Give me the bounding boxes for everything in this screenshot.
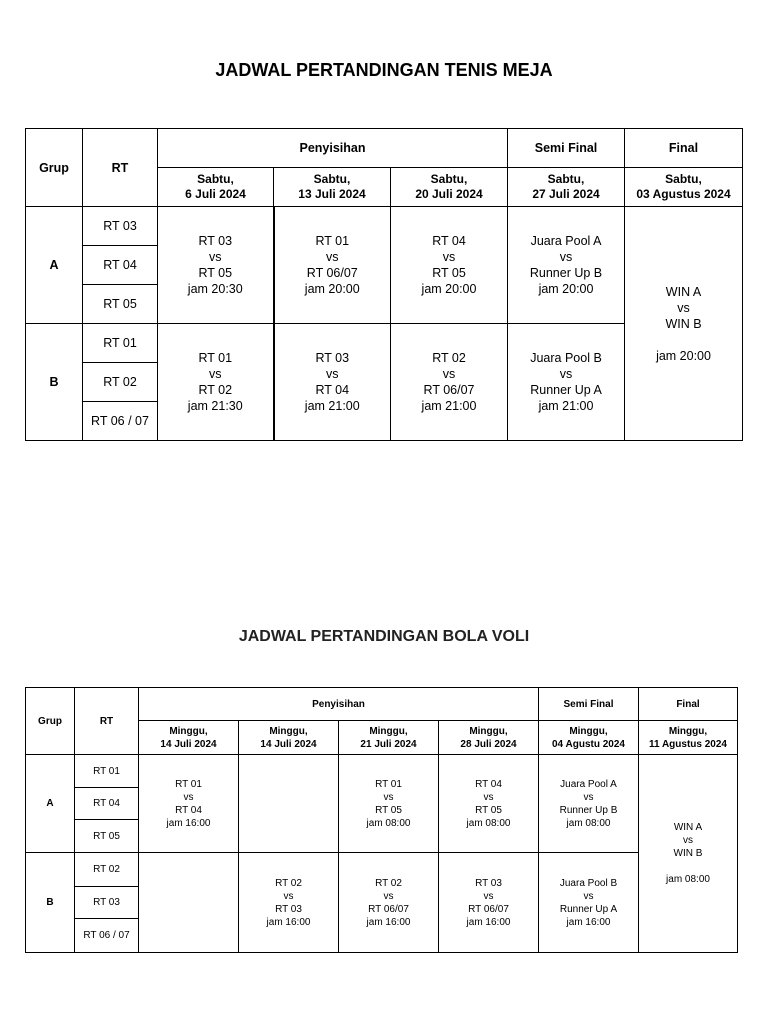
header-date: Sabtu, 13 Juli 2024 bbox=[274, 168, 391, 207]
volleyball-schedule-table bbox=[25, 687, 738, 953]
group-label: B bbox=[26, 324, 83, 441]
rt-cell: RT 02 bbox=[83, 363, 158, 402]
match-cell: RT 01 vs RT 05 jam 08:00 bbox=[339, 755, 439, 853]
group-label: B bbox=[26, 853, 75, 953]
match-cell: RT 04 vs RT 05 jam 20:00 bbox=[391, 207, 508, 324]
header-rt: RT bbox=[75, 688, 139, 755]
header-date: Sabtu, 03 Agustus 2024 bbox=[625, 168, 743, 207]
header-date: Sabtu, 20 Juli 2024 bbox=[391, 168, 508, 207]
final-cell: WIN A vs WIN B jam 08:00 bbox=[639, 755, 738, 953]
header-date: Sabtu, 27 Juli 2024 bbox=[508, 168, 625, 207]
header-date: Minggu, 14 Juli 2024 bbox=[239, 721, 339, 755]
table-tennis-schedule-table bbox=[25, 128, 743, 441]
match-cell: RT 01 vs RT 02 jam 21:30 bbox=[158, 324, 274, 441]
group-label: A bbox=[26, 755, 75, 853]
match-cell: RT 02 vs RT 06/07 jam 16:00 bbox=[339, 853, 439, 953]
final-cell: WIN A vs WIN B jam 20:00 bbox=[625, 207, 743, 441]
match-cell: RT 03 vs RT 06/07 jam 16:00 bbox=[439, 853, 539, 953]
match-cell: RT 02 vs RT 06/07 jam 21:00 bbox=[391, 324, 508, 441]
rt-cell: RT 05 bbox=[75, 820, 139, 853]
rt-cell: RT 03 bbox=[75, 887, 139, 919]
header-semi-final: Semi Final bbox=[539, 688, 639, 721]
match-cell bbox=[239, 755, 339, 853]
match-cell: RT 02 vs RT 03 jam 16:00 bbox=[239, 853, 339, 953]
header-date: Minggu, 28 Juli 2024 bbox=[439, 721, 539, 755]
match-cell: RT 03 vs RT 04 jam 21:00 bbox=[274, 324, 391, 441]
volleyball-title: JADWAL PERTANDINGAN BOLA VOLI bbox=[238, 628, 530, 645]
match-cell: RT 01 vs RT 04 jam 16:00 bbox=[139, 755, 239, 853]
match-cell: RT 01 vs RT 06/07 jam 20:00 bbox=[274, 207, 391, 324]
header-date: Minggu, 11 Agustus 2024 bbox=[639, 721, 738, 755]
header-rt: RT bbox=[83, 129, 158, 207]
header-final: Final bbox=[639, 688, 738, 721]
header-date: Minggu, 14 Juli 2024 bbox=[139, 721, 239, 755]
header-date: Minggu, 21 Juli 2024 bbox=[339, 721, 439, 755]
header-semi-final: Semi Final bbox=[508, 129, 625, 168]
rt-cell: RT 05 bbox=[83, 285, 158, 324]
table-tennis-title: JADWAL PERTANDINGAN TENIS MEJA bbox=[215, 60, 553, 80]
semi-final-cell: Juara Pool A vs Runner Up B jam 20:00 bbox=[508, 207, 625, 324]
rt-cell: RT 06 / 07 bbox=[83, 402, 158, 441]
match-cell: RT 03 vs RT 05 jam 20:30 bbox=[158, 207, 274, 324]
header-grup: Grup bbox=[26, 129, 83, 207]
rt-cell: RT 03 bbox=[83, 207, 158, 246]
rt-cell: RT 04 bbox=[83, 246, 158, 285]
rt-cell: RT 01 bbox=[75, 755, 139, 788]
rt-cell: RT 06 / 07 bbox=[75, 919, 139, 953]
group-label: A bbox=[26, 207, 83, 324]
rt-cell: RT 01 bbox=[83, 324, 158, 363]
match-cell: RT 04 vs RT 05 jam 08:00 bbox=[439, 755, 539, 853]
semi-final-cell: Juara Pool A vs Runner Up B jam 08:00 bbox=[539, 755, 639, 853]
semi-final-cell: Juara Pool B vs Runner Up A jam 16:00 bbox=[539, 853, 639, 953]
semi-final-cell: Juara Pool B vs Runner Up A jam 21:00 bbox=[508, 324, 625, 441]
header-penyisihan: Penyisihan bbox=[158, 129, 508, 168]
header-date: Sabtu, 6 Juli 2024 bbox=[158, 168, 274, 207]
header-grup: Grup bbox=[26, 688, 75, 755]
header-penyisihan: Penyisihan bbox=[139, 688, 539, 721]
rt-cell: RT 02 bbox=[75, 853, 139, 887]
header-date: Minggu, 04 Agustu 2024 bbox=[539, 721, 639, 755]
match-cell bbox=[139, 853, 239, 953]
rt-cell: RT 04 bbox=[75, 788, 139, 820]
header-final: Final bbox=[625, 129, 743, 168]
